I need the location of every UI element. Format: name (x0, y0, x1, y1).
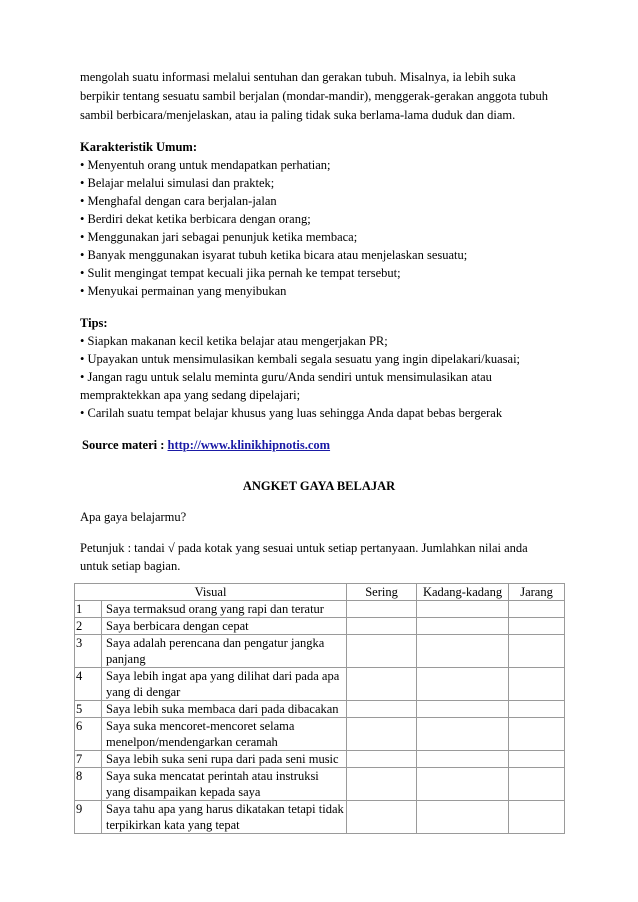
source-link[interactable]: http://www.klinikhipnotis.com (167, 438, 331, 452)
sering-checkbox-cell[interactable] (347, 668, 417, 701)
jarang-checkbox-cell[interactable] (509, 635, 565, 668)
petunjuk-line: untuk setiap bagian. (80, 559, 181, 573)
list-item: • Berdiri dekat ketika berbicara dengan orang; (80, 212, 311, 226)
row-statement: Saya lebih suka membaca dari pada dibacakan (102, 701, 347, 718)
row-statement: Saya adalah perencana dan pengatur jangka panjang (102, 635, 347, 668)
table-row (75, 601, 565, 618)
row-number: 3 (75, 635, 102, 668)
source-line (82, 436, 330, 454)
kadang-checkbox-cell[interactable] (417, 635, 509, 668)
jarang-checkbox-cell[interactable] (509, 618, 565, 635)
jarang-checkbox-cell[interactable] (509, 751, 565, 768)
angket-question: Apa gaya belajarmu? (80, 510, 187, 524)
row-number: 5 (75, 701, 102, 718)
angket-title: ANGKET GAYA BELAJAR (242, 479, 396, 493)
sering-checkbox-cell[interactable] (347, 751, 417, 768)
table-header-row (75, 584, 565, 601)
tips-line: • Carilah suatu tempat belajar khusus yang luas sehingga Anda dapat bebas bergerak (80, 406, 503, 420)
sering-header: Sering (347, 584, 417, 601)
jarang-checkbox-cell[interactable] (509, 768, 565, 801)
tips-line: • Jangan ragu untuk selalu meminta guru/Anda sendiri untuk mensimulasikan atau (80, 370, 492, 384)
kadang-checkbox-cell[interactable] (417, 768, 509, 801)
intro-line: sambil berbicara/menjelaskan, atau ia paling tidak suka berlama-lama duduk dan diam. (80, 108, 516, 122)
table-row (75, 751, 565, 768)
table-row (75, 768, 565, 801)
kadang-checkbox-cell[interactable] (417, 718, 509, 751)
table-row (75, 635, 565, 668)
kadang-header: Kadang-kadang (417, 584, 509, 601)
survey-table (74, 583, 565, 834)
tips-line: mempraktekkan apa yang sedang dipelajari; (80, 388, 301, 402)
sering-checkbox-cell[interactable] (347, 701, 417, 718)
kadang-checkbox-cell[interactable] (417, 701, 509, 718)
row-number: 8 (75, 768, 102, 801)
list-item: • Banyak menggunakan isyarat tubuh ketika bicara atau menjelaskan sesuatu; (80, 248, 468, 262)
jarang-header: Jarang (509, 584, 565, 601)
row-number: 4 (75, 668, 102, 701)
row-number: 1 (75, 601, 102, 618)
table-row (75, 701, 565, 718)
sering-checkbox-cell[interactable] (347, 768, 417, 801)
row-statement: Saya suka mencoret-mencoret selama menelpon/mendengarkan ceramah (102, 718, 347, 751)
karakteristik-heading: Karakteristik Umum: (80, 140, 197, 154)
row-statement: Saya termaksud orang yang rapi dan teratur (102, 601, 347, 618)
tips-line: • Siapkan makanan kecil ketika belajar atau mengerjakan PR; (80, 334, 388, 348)
table-row (75, 801, 565, 834)
tips-heading: Tips: (80, 316, 108, 330)
list-item: • Menggunakan jari sebagai penunjuk ketika membaca; (80, 230, 358, 244)
table-row (75, 668, 565, 701)
row-statement: Saya lebih suka seni rupa dari pada seni music (102, 751, 347, 768)
kadang-checkbox-cell[interactable] (417, 618, 509, 635)
kadang-checkbox-cell[interactable] (417, 668, 509, 701)
row-statement: Saya tahu apa yang harus dikatakan tetapi tidak terpikirkan kata yang tepat (102, 801, 347, 834)
list-item: • Menghafal dengan cara berjalan-jalan (80, 194, 277, 208)
kadang-checkbox-cell[interactable] (417, 801, 509, 834)
jarang-checkbox-cell[interactable] (509, 701, 565, 718)
table-row (75, 618, 565, 635)
sering-checkbox-cell[interactable] (347, 618, 417, 635)
jarang-checkbox-cell[interactable] (509, 601, 565, 618)
sering-checkbox-cell[interactable] (347, 801, 417, 834)
list-item: • Sulit mengingat tempat kecuali jika pernah ke tempat tersebut; (80, 266, 401, 280)
sering-checkbox-cell[interactable] (347, 635, 417, 668)
list-item: • Menyentuh orang untuk mendapatkan perhatian; (80, 158, 331, 172)
row-number: 7 (75, 751, 102, 768)
row-number: 9 (75, 801, 102, 834)
jarang-checkbox-cell[interactable] (509, 718, 565, 751)
row-statement: Saya berbicara dengan cepat (102, 618, 347, 635)
tips-line: • Upayakan untuk mensimulasikan kembali segala sesuatu yang ingin dipelakari/kuasai; (80, 352, 521, 366)
list-item: • Menyukai permainan yang menyibukan (80, 284, 287, 298)
jarang-checkbox-cell[interactable] (509, 668, 565, 701)
row-statement: Saya lebih ingat apa yang dilihat dari pada apa yang di dengar (102, 668, 347, 701)
sering-checkbox-cell[interactable] (347, 601, 417, 618)
list-item: • Belajar melalui simulasi dan praktek; (80, 176, 275, 190)
table-row (75, 718, 565, 751)
kadang-checkbox-cell[interactable] (417, 751, 509, 768)
petunjuk-line: Petunjuk : tandai √ pada kotak yang sesuai untuk setiap pertanyaan. Jumlahkan nilai anda (80, 541, 528, 555)
intro-line: berpikir tentang sesuatu sambil berjalan (mondar-mandir), menggerak-gerakan anggota tubuh (80, 89, 548, 103)
source-label: Source materi : (82, 438, 168, 452)
kadang-checkbox-cell[interactable] (417, 601, 509, 618)
row-number: 2 (75, 618, 102, 635)
sering-checkbox-cell[interactable] (347, 718, 417, 751)
category-header: Visual (75, 584, 347, 601)
row-statement: Saya suka mencatat perintah atau instruksi yang disampaikan kepada saya (102, 768, 347, 801)
row-number: 6 (75, 718, 102, 751)
intro-line: mengolah suatu informasi melalui sentuhan dan gerakan tubuh. Misalnya, ia lebih suka (80, 70, 516, 84)
jarang-checkbox-cell[interactable] (509, 801, 565, 834)
